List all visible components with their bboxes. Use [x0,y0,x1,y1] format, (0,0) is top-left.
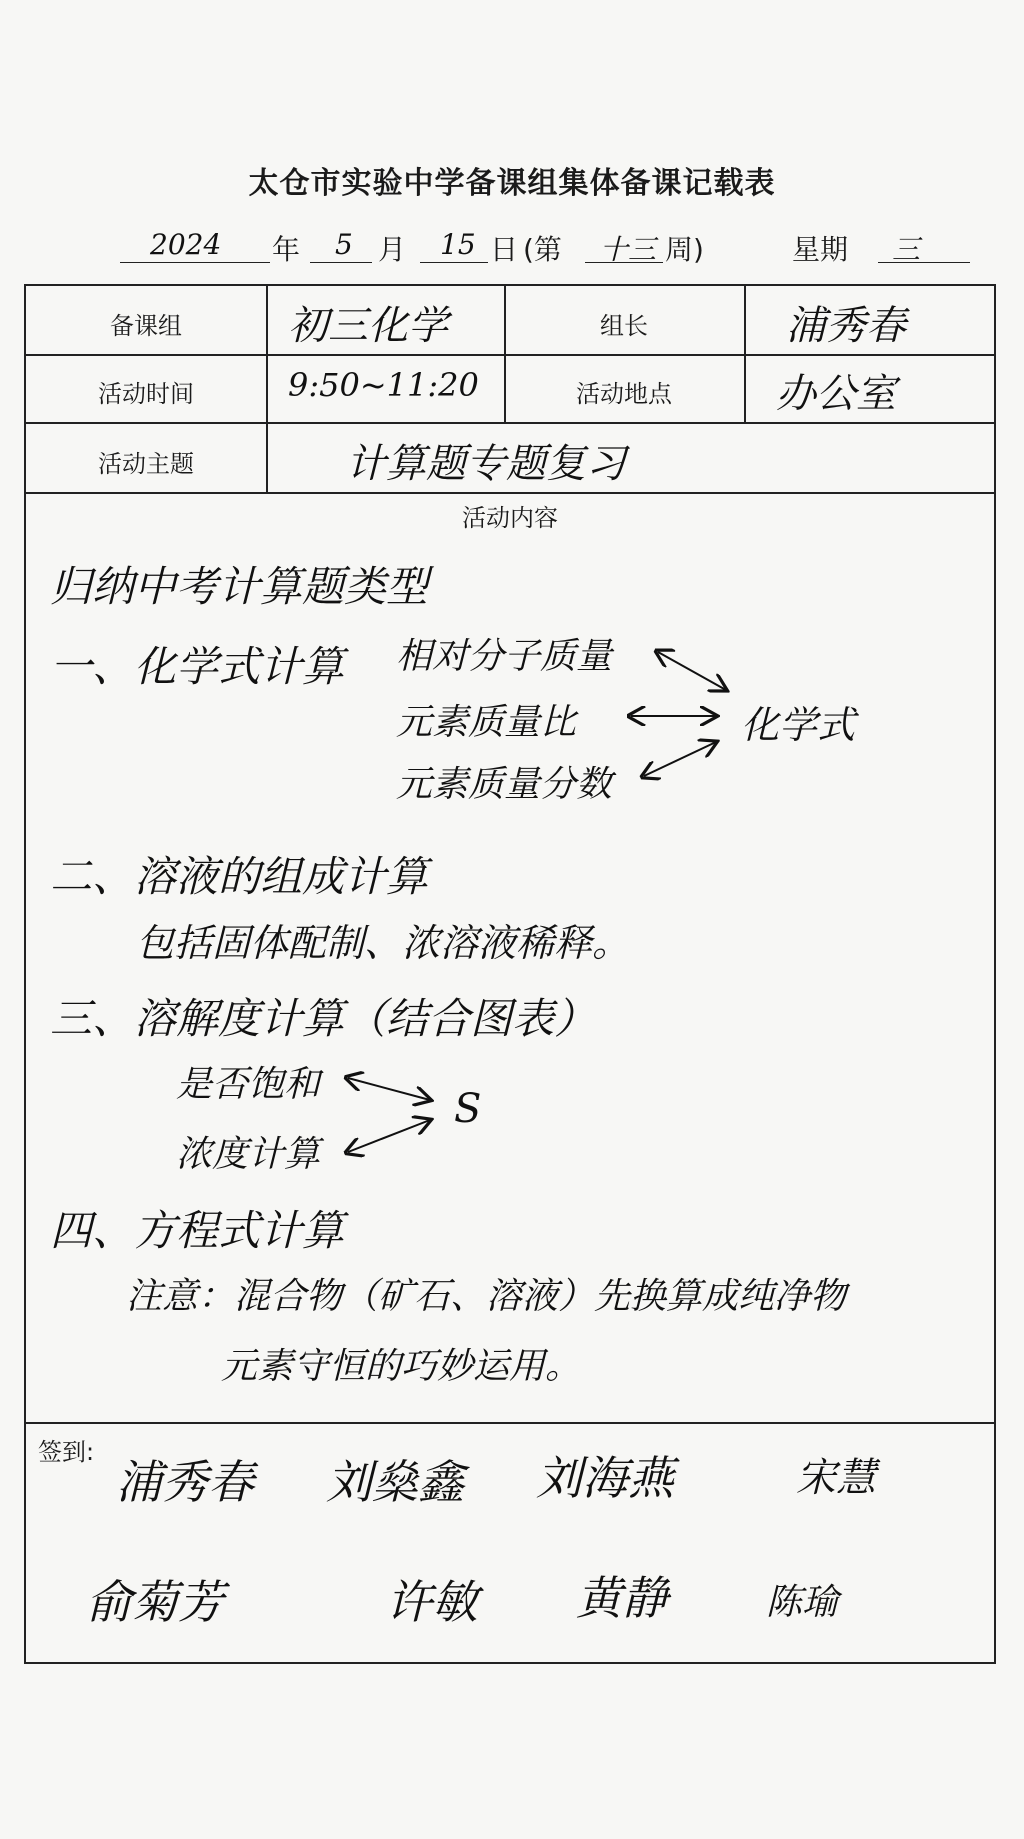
year-label: 年 [272,233,301,266]
week-open: (第 [523,233,562,266]
day-underline [420,262,488,263]
section-1-target: 化学式 [741,703,856,747]
topic-label: 活动主题 [98,450,194,478]
week-underline [585,262,663,263]
week-close: 周) [665,233,704,266]
section-3: 三、溶解度计算（结合图表） [50,994,597,1043]
signature: 浦秀春 [116,1455,254,1509]
signature: 黄静 [576,1571,668,1625]
place-value: 办公室 [776,371,896,417]
arrow-icon [348,652,726,1152]
year-underline [120,262,270,263]
section-3-target: S [454,1086,482,1132]
weekday-value: 三 [892,233,921,266]
section-1-item-2: 元素质量比 [396,702,577,743]
week-value: 十三 [600,233,657,266]
section-2-sub: 包括固体配制、浓溶液稀释。 [136,921,631,965]
time-label: 活动时间 [98,380,194,408]
group-label: 备课组 [110,312,182,340]
section-4-note-1: 注意：混合物（矿石、溶液）先换算成纯净物 [126,1276,847,1317]
day-label: 日 [490,233,519,266]
leader-value: 浦秀春 [786,303,906,349]
signature: 许敏 [386,1575,478,1629]
topic-value: 计算题专题复习 [346,441,626,487]
month-label: 月 [378,233,407,266]
signature: 刘海燕 [536,1451,674,1505]
section-4-note-2: 元素守恒的巧妙运用。 [221,1346,582,1387]
year-value: 2024 [150,228,222,261]
form-title: 太仓市实验中学备课组集体备课记载表 [248,166,776,201]
content-heading: 归纳中考计算题类型 [50,562,429,611]
leader-label: 组长 [600,312,648,340]
weekday-label: 星期 [792,233,849,266]
month-value: 5 [335,228,353,261]
section-1-item-3: 元素质量分数 [396,764,613,805]
month-underline [310,262,372,263]
section-3-item-2: 浓度计算 [176,1134,321,1175]
content-label: 活动内容 [462,504,558,532]
signature: 宋慧 [796,1455,876,1501]
section-1-item-1: 相对分子质量 [396,636,613,677]
day-value: 15 [440,228,476,261]
sign-label: 签到: [38,1438,95,1466]
place-label: 活动地点 [576,380,672,408]
time-value: 9:50~11:20 [288,366,479,404]
signature: 俞菊芳 [86,1575,224,1629]
record-table [24,284,996,1664]
section-4: 四、方程式计算 [50,1206,345,1255]
weekday-underline [878,262,970,263]
section-1: 一、化学式计算 [50,642,345,691]
section-2: 二、溶液的组成计算 [50,852,429,901]
section-3-item-1: 是否饱和 [176,1064,321,1105]
group-value: 初三化学 [288,303,448,349]
signature: 陈瑜 [766,1582,839,1623]
signature: 刘燊鑫 [326,1455,464,1509]
